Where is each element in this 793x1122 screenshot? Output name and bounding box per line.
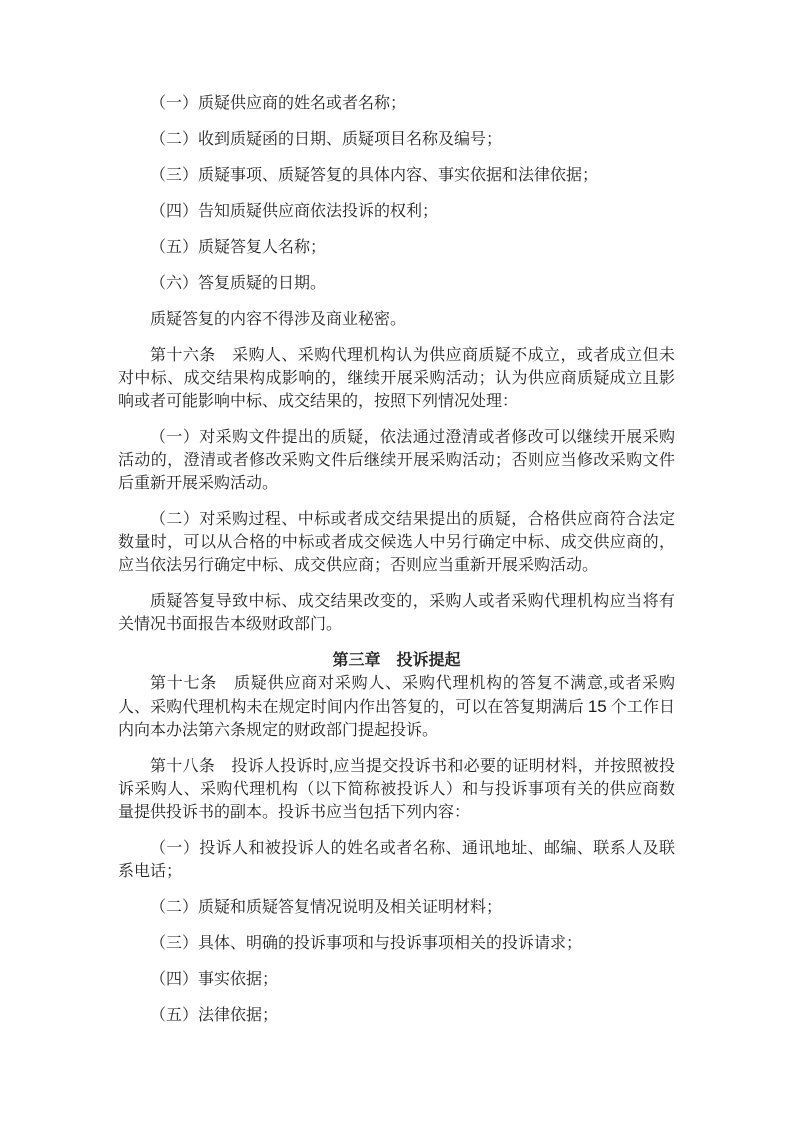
reply-list-item-4: （四）告知质疑供应商依法投诉的权利； bbox=[150, 203, 439, 220]
reply-list-item-5: （五）质疑答复人名称； bbox=[150, 239, 327, 256]
reply-list-item-6: （六）答复质疑的日期。 bbox=[150, 275, 327, 292]
paragraph-article-17 bbox=[118, 672, 675, 742]
reply-list-item-1: （一）质疑供应商的姓名或者名称； bbox=[150, 95, 407, 112]
paragraph-secrecy-note: 质疑答复的内容不得涉及商业秘密。 bbox=[150, 311, 407, 328]
complaint-list-item-4: （四）事实依据； bbox=[150, 971, 279, 988]
reply-list-item-3: （三）质疑事项、质疑答复的具体内容、事实依据和法律依据； bbox=[150, 167, 599, 184]
working-days-number: 15 bbox=[587, 697, 607, 716]
document-text-block bbox=[118, 92, 675, 1040]
paragraph-article-16-closing: 质疑答复导致中标、成交结果改变的，采购人或者采购代理机构应当将有关情况书面报告本级财政部门。 bbox=[118, 593, 675, 633]
paragraph-article-16-lead: 第十六条 采购人、采购代理机构认为供应商质疑不成立，或者成立但未对中标、成交结果构成影响的，继续开展采购活动；认为供应商质疑成立且影响或者可能影响中标、成交结果的，按照下列情况处理： bbox=[118, 347, 675, 410]
article-17-text-after-number: 个工作日内向本办法第六条规定的财政部门提起投诉。 bbox=[118, 699, 675, 739]
complaint-list-item-1: （一）投诉人和被投诉人的姓名或者名称、通讯地址、邮编、联系人及联系电话； bbox=[118, 840, 675, 880]
complaint-list-item-3: （三）具体、明确的投诉事项和与投诉事项相关的投诉请求； bbox=[150, 935, 583, 952]
reply-list-item-2: （二）收到质疑函的日期、质疑项目名称及编号； bbox=[150, 131, 503, 148]
article-16-item-2: （二）对采购过程、中标或者成交结果提出的质疑，合格供应商符合法定数量时，可以从合格的中标或者成交候选人中另行确定中标、成交供应商的，应当依法另行确定中标、成交供应商；否则应当重新开展采购活动。 bbox=[118, 511, 675, 574]
article-17-text-before-number: 第十七条 质疑供应商对采购人、采购代理机构的答复不满意,或者采购人、采购代理机构未在规定时间内作出答复的，可以在答复期满后 bbox=[118, 675, 675, 716]
chapter-3-heading: 第三章 投诉提起 bbox=[332, 652, 461, 669]
complaint-list-item-5: （五）法律依据； bbox=[150, 1007, 279, 1024]
complaint-list-item-2: （二）质疑和质疑答复情况说明及相关证明材料； bbox=[150, 899, 503, 916]
paragraph-article-18-lead: 第十八条 投诉人投诉时,应当提交投诉书和必要的证明材料，并按照被投诉采购人、采购代理机构（以下简称被投诉人）和与投诉事项有关的供应商数量提供投诉书的副本。投诉书应当包括下列内容： bbox=[118, 758, 675, 821]
article-16-item-1: （一）对采购文件提出的质疑，依法通过澄清或者修改可以继续开展采购活动的，澄清或者修改采购文件后继续开展采购活动；否则应当修改采购文件后重新开展采购活动。 bbox=[118, 429, 675, 492]
